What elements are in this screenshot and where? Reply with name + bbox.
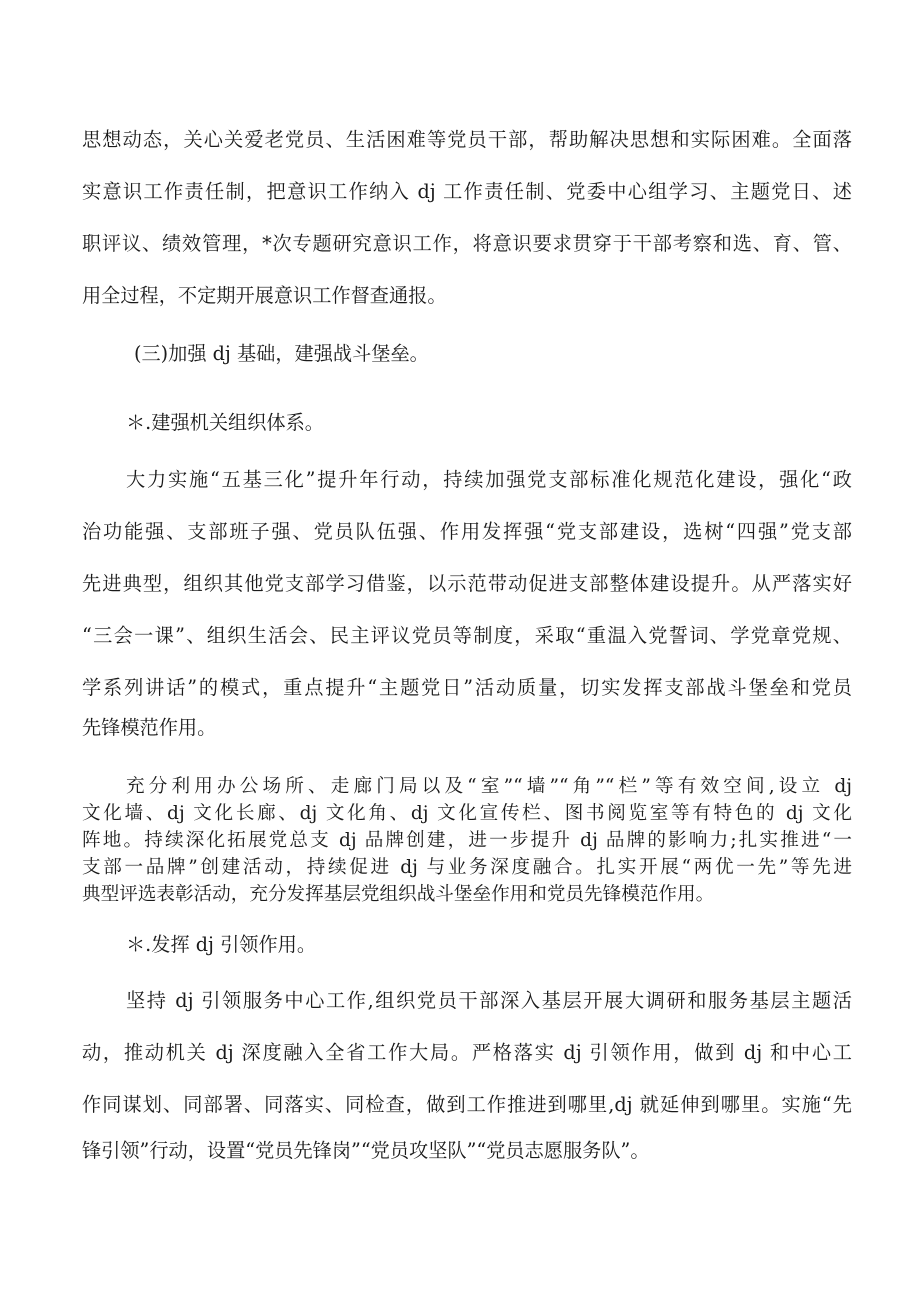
text-line: 学系列讲话”的模式，重点提升“主题党日”活动质量，切实发挥支部战斗堡垒和党员 <box>82 676 852 699</box>
text-line: 坚持 dj 引领服务中心工作,组织党员干部深入基层开展大调研和服务基层主题活 <box>126 989 852 1012</box>
section-heading: (三)加强 dj 基础，建强战斗堡垒。 <box>134 342 429 365</box>
text-line: 锋引领”行动，设置“党员先锋岗”“党员攻坚队”“党员志愿服务队”。 <box>82 1139 650 1162</box>
text-line: 用全过程，不定期开展意识工作督查通报。 <box>82 284 447 307</box>
text-line: 充分利用办公场所、走廊门局以及“室”“墙”“角”“栏”等有效空间,设立 dj <box>126 776 852 797</box>
text-line: 动，推动机关 dj 深度融入全省工作大局。严格落实 dj 引领作用，做到 dj 和中心工 <box>82 1041 852 1064</box>
text-line: 大力实施“五基三化”提升年行动，持续加强党支部标准化规范化建设，强化“政 <box>126 468 852 491</box>
text-line: 支部一品牌”创建活动，持续促进 dj 与业务深度融合。扎实开展“两优一先”等先进 <box>82 857 852 878</box>
text-line: 阵地。持续深化拓展党总支 dj 品牌创建，进一步提升 dj 品牌的影响力;扎实推进“一 <box>82 830 852 851</box>
text-line: 典型评选表彰活动，充分发挥基层党组织战斗堡垒作用和党员先锋模范作用。 <box>82 884 715 905</box>
text-line: 实意识工作责任制，把意识工作纳入 dj 工作责任制、党委中心组学习、主题党日、述 <box>82 180 852 203</box>
subsection-heading: ＊.建强机关组织体系。 <box>126 411 324 434</box>
text-line: 治功能强、支部班子强、党员队伍强、作用发挥强“党支部建设，选树“四强”党支部 <box>82 520 852 543</box>
text-line: 文化墙、dj 文化长廊、dj 文化角、dj 文化宣传栏、图书阅览室等有特色的 dj 文化 <box>82 803 852 824</box>
text-line: 思想动态，关心关爱老党员、生活困难等党员干部，帮助解决思想和实际困难。全面落 <box>82 128 852 151</box>
subsection-heading: ＊.发挥 dj 引领作用。 <box>126 933 317 956</box>
text-line: 先进典型，组织其他党支部学习借鉴，以示范带动促进支部整体建设提升。从严落实好 <box>82 572 852 595</box>
text-line: 先锋模范作用。 <box>82 716 217 739</box>
text-line: 作同谋划、同部署、同落实、同检查，做到工作推进到哪里,dj 就延伸到哪里。实施“先 <box>82 1093 852 1116</box>
text-line: 职评议、绩效管理，*次专题研究意识工作，将意识要求贯穿于干部考察和选、育、管、 <box>82 232 852 255</box>
text-line: “三会一课”、组织生活会、民主评议党员等制度，采取“重温入党誓词、学党章党规、 <box>82 624 852 647</box>
